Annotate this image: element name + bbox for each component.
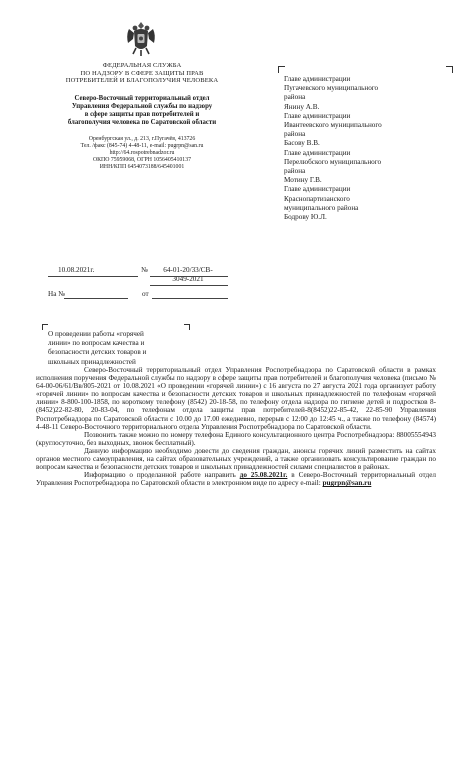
addressee-line: Ивантеевского муниципального (284, 121, 382, 130)
from-underline (152, 298, 228, 299)
addressee-line: района (284, 130, 306, 139)
subject-line: безопасности детских товаров и (48, 348, 147, 357)
number-underline (150, 276, 228, 277)
addressee-line: Главе администрации (284, 111, 351, 120)
sender-agency-line: ПО НАДЗОРУ В СФЕРЕ ЗАЩИТЫ ПРАВ (80, 69, 204, 77)
addressee-line: Янину А.В. (284, 102, 320, 111)
addressee-line: Мотину Г.В. (284, 176, 322, 185)
from-label: от (142, 290, 149, 298)
sender-agency-line: ПОТРЕБИТЕЛЕЙ И БЛАГОПОЛУЧИЯ ЧЕЛОВЕКА (65, 77, 219, 85)
addressee-line: Главе администрации (284, 185, 351, 194)
addressee-corner-tl (278, 66, 285, 73)
subject-line: линии» по вопросам качества и (48, 339, 145, 348)
addressee-line: Басову В.В. (284, 139, 320, 148)
addressee-block (284, 75, 444, 222)
p4-text-mid: в Северо-Восточный территориальный отдел Управления Роспотребнадзора по Саратовской области в электронном виде по адресу e-mail: (36, 471, 436, 488)
ref-underline (64, 298, 128, 299)
deadline-date: до 25.08.2021г. (239, 471, 288, 480)
letter-number (152, 266, 224, 284)
addressee-line: района (284, 93, 306, 102)
email-link[interactable]: pugrpn@san.ru (322, 479, 372, 488)
addressee-line: Пугачевского муниципального (284, 84, 379, 93)
letter-number-line: 64-01-20/33/СВ- (163, 266, 213, 274)
contact-line: Оренбургская ул., д. 213, г.Пугачёв, 413726 (88, 136, 196, 142)
addressee-line: района (284, 167, 306, 176)
coat-of-arms-emblem (124, 19, 158, 59)
sender-office-line: благополучия человека по Саратовской области (67, 119, 217, 127)
letter-subject (48, 330, 188, 367)
body-paragraph: Позвонить также можно по номеру телефона Единого консультационного центра Роспотребнадзора: 88005554943 (круглосуточно, без выходных, звонок бесплатный). (36, 430, 436, 447)
sender-office-line: в сфере защиты прав потребителей и (84, 111, 200, 119)
subject-line: школьных принадлежностей (48, 357, 136, 366)
addressee-line: Главе администрации (284, 75, 351, 83)
addressee-line: Перелюбского муниципального (284, 157, 382, 166)
sender-office-line: Управления Федеральной службы по надзору (71, 103, 213, 111)
addressee-line: муниципального района (284, 203, 359, 212)
letter-number-line: 3049-2021 (172, 275, 204, 283)
p4-text-start: Информацию о проделанной работе направить (84, 471, 240, 480)
letter-body (36, 366, 436, 487)
ref-label: На № (48, 290, 66, 298)
sender-office (20, 95, 264, 127)
contact-line: ОКПО 75959068, ОГРН 1056405410137 (92, 156, 192, 163)
sender-agency-line: ФЕДЕРАЛЬНАЯ СЛУЖБА (102, 62, 182, 69)
addressee-line: Бодрову Ю.Л. (284, 213, 327, 222)
sender-contacts (20, 136, 264, 171)
contact-line: Тел. /факс (845-74) 4-48-11, e-mail: pugrpn@san.ru (80, 142, 204, 149)
contact-line: http://64.rospotrebnadzor.ru (109, 149, 175, 156)
body-paragraph (36, 471, 436, 487)
addressee-line: Краснопартизанского (284, 194, 350, 203)
contact-line: ИНН/КПП 6454073188/645401001 (99, 163, 185, 170)
subject-line: О проведении работы «горячей (48, 330, 144, 338)
body-paragraph: Данную информацию необходимо довести до сведения граждан, анонсы горячих линий разместить на сайтах органов местного самоуправления, на сайтах образовательных учреждений, а также организовать консультирование граждан по вопросам качества и безопасности детских товаров и школьных принадлежностей силами специалистов в районах. (36, 446, 436, 472)
addressee-corner-tr (446, 66, 453, 73)
date-underline (48, 276, 138, 277)
body-paragraph: Северо-Восточный территориальный отдел Управления Роспотребнадзора по Саратовской области в рамках исполнения поручения Федеральной службы по надзору в сфере защиты прав потребителей и благополучия человека (письмо № 64-00-06/61/Вв/805-2021 от 10.08.2021 «О проведении «горячей линии») с 16 августа по 27 августа 2021 года организует работу «горячей линии» по вопросам качества и безопасности детских товаров и школьных принадлежностей по телефонам «горячей линии» 8-800-100-1858, по короткому телефону (8542) 20-18-58, по телефону отдела надзора по гигиене детей и подростков 8-(8452)22-82-80, 20-83-04, по телефонам отдела защиты прав потребителей-8(8452)22-85-42, 22-85-90 Управления Роспотребнадзора по Саратовской области с 10.00 до 17.00 ежедневно, перерыв с 12:00 до 12:45 ч., а также по телефону (84574) 4-48-11 Северо-Восточного территориального отдела Управления Роспотребнадзора по Саратовской области. (36, 366, 436, 431)
sender-agency (20, 62, 264, 85)
number-label: № (141, 266, 148, 274)
number-underline-2 (150, 285, 228, 286)
letter-date: 10.08.2021г. (58, 266, 95, 274)
sender-office-line: Северо-Восточный территориальный отдел (74, 95, 210, 102)
addressee-line: Главе администрации (284, 148, 351, 157)
